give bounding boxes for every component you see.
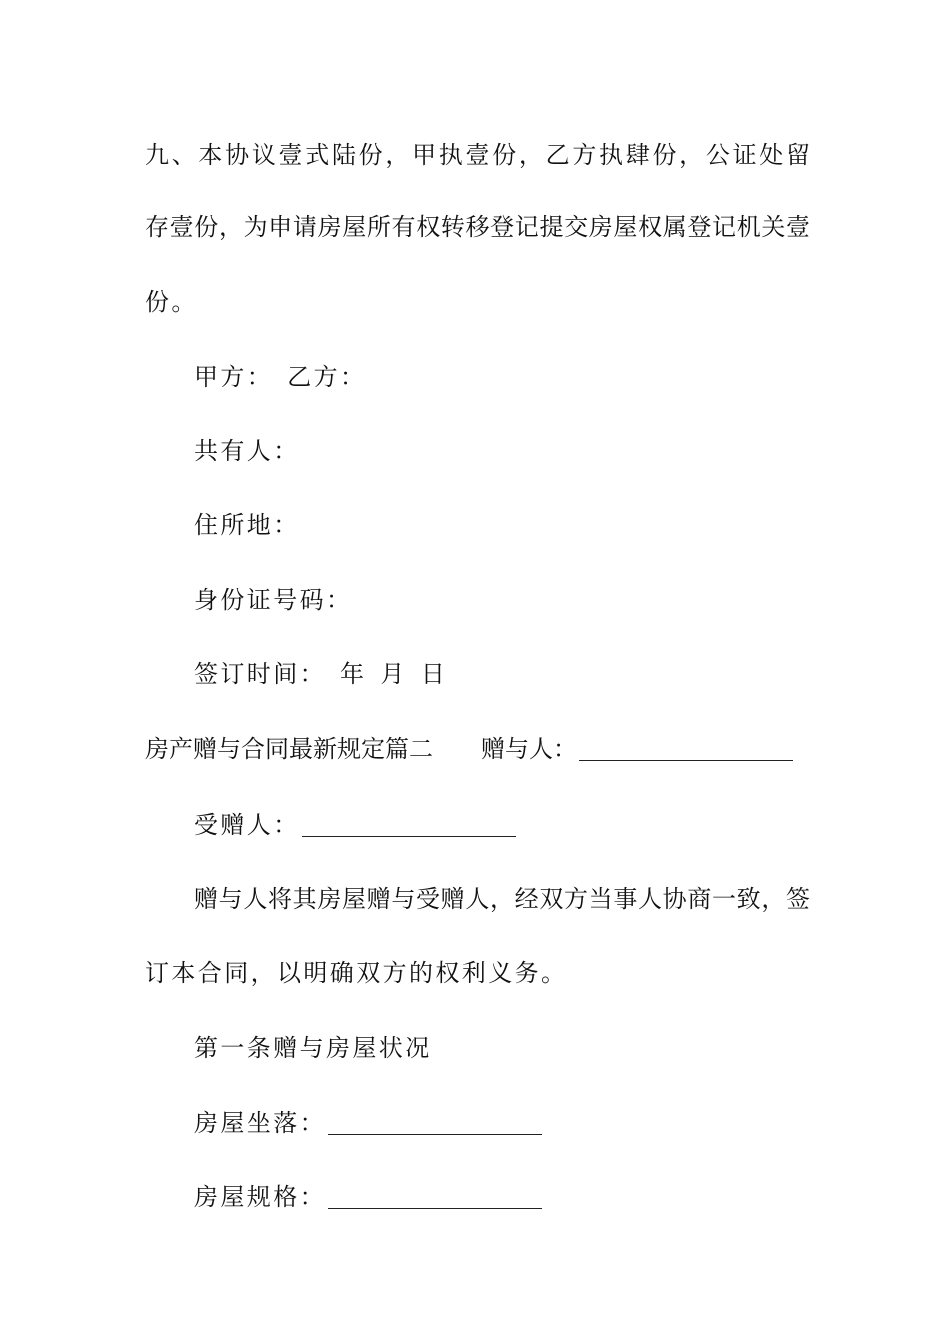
article1-title: 第一条赠与房屋状况: [194, 1034, 432, 1062]
para9-line3: 份。: [145, 288, 198, 316]
date-day: 日: [420, 660, 448, 688]
address-label: 住所地：: [194, 511, 300, 539]
co-owner-label: 共有人：: [194, 437, 300, 465]
donee-line: [194, 810, 810, 840]
party-b-label: 乙方：: [287, 363, 367, 391]
intro-line2: 订本合同，以明确双方的权利义务。: [145, 959, 568, 987]
intro-line1: 赠与人将其房屋赠与受赠人，经双方当事人协商一致，签: [194, 885, 810, 913]
donee-label: 受赠人：: [194, 811, 300, 839]
donee-blank: [302, 836, 516, 837]
date-month: 月: [380, 660, 407, 688]
donor-blank: [579, 760, 793, 761]
party-a-label: 甲方：: [194, 363, 274, 391]
party-line: [194, 362, 810, 392]
location-blank: [328, 1134, 542, 1135]
para9-line2: 存壹份，为申请房屋所有权转移登记提交房屋权属登记机关壹: [145, 213, 810, 241]
id-number-label: 身份证号码：: [194, 586, 353, 614]
spec-line: [194, 1182, 810, 1212]
spec-label: 房屋规格：: [194, 1183, 326, 1211]
date-year: 年: [340, 660, 367, 688]
spec-blank: [328, 1208, 542, 1209]
para9-line1: 九、本协议壹式陆份，甲执壹份，乙方执肆份，公证处留: [145, 141, 810, 169]
contract2-heading: 房产赠与合同最新规定篇二: [145, 735, 433, 763]
signing-time-line: [194, 659, 810, 689]
location-label: 房屋坐落：: [194, 1109, 326, 1137]
signing-time-label: 签订时间：: [194, 660, 326, 688]
donor-label: 赠与人：: [481, 735, 577, 763]
contract2-heading-line: [145, 734, 810, 764]
location-line: [194, 1108, 810, 1138]
